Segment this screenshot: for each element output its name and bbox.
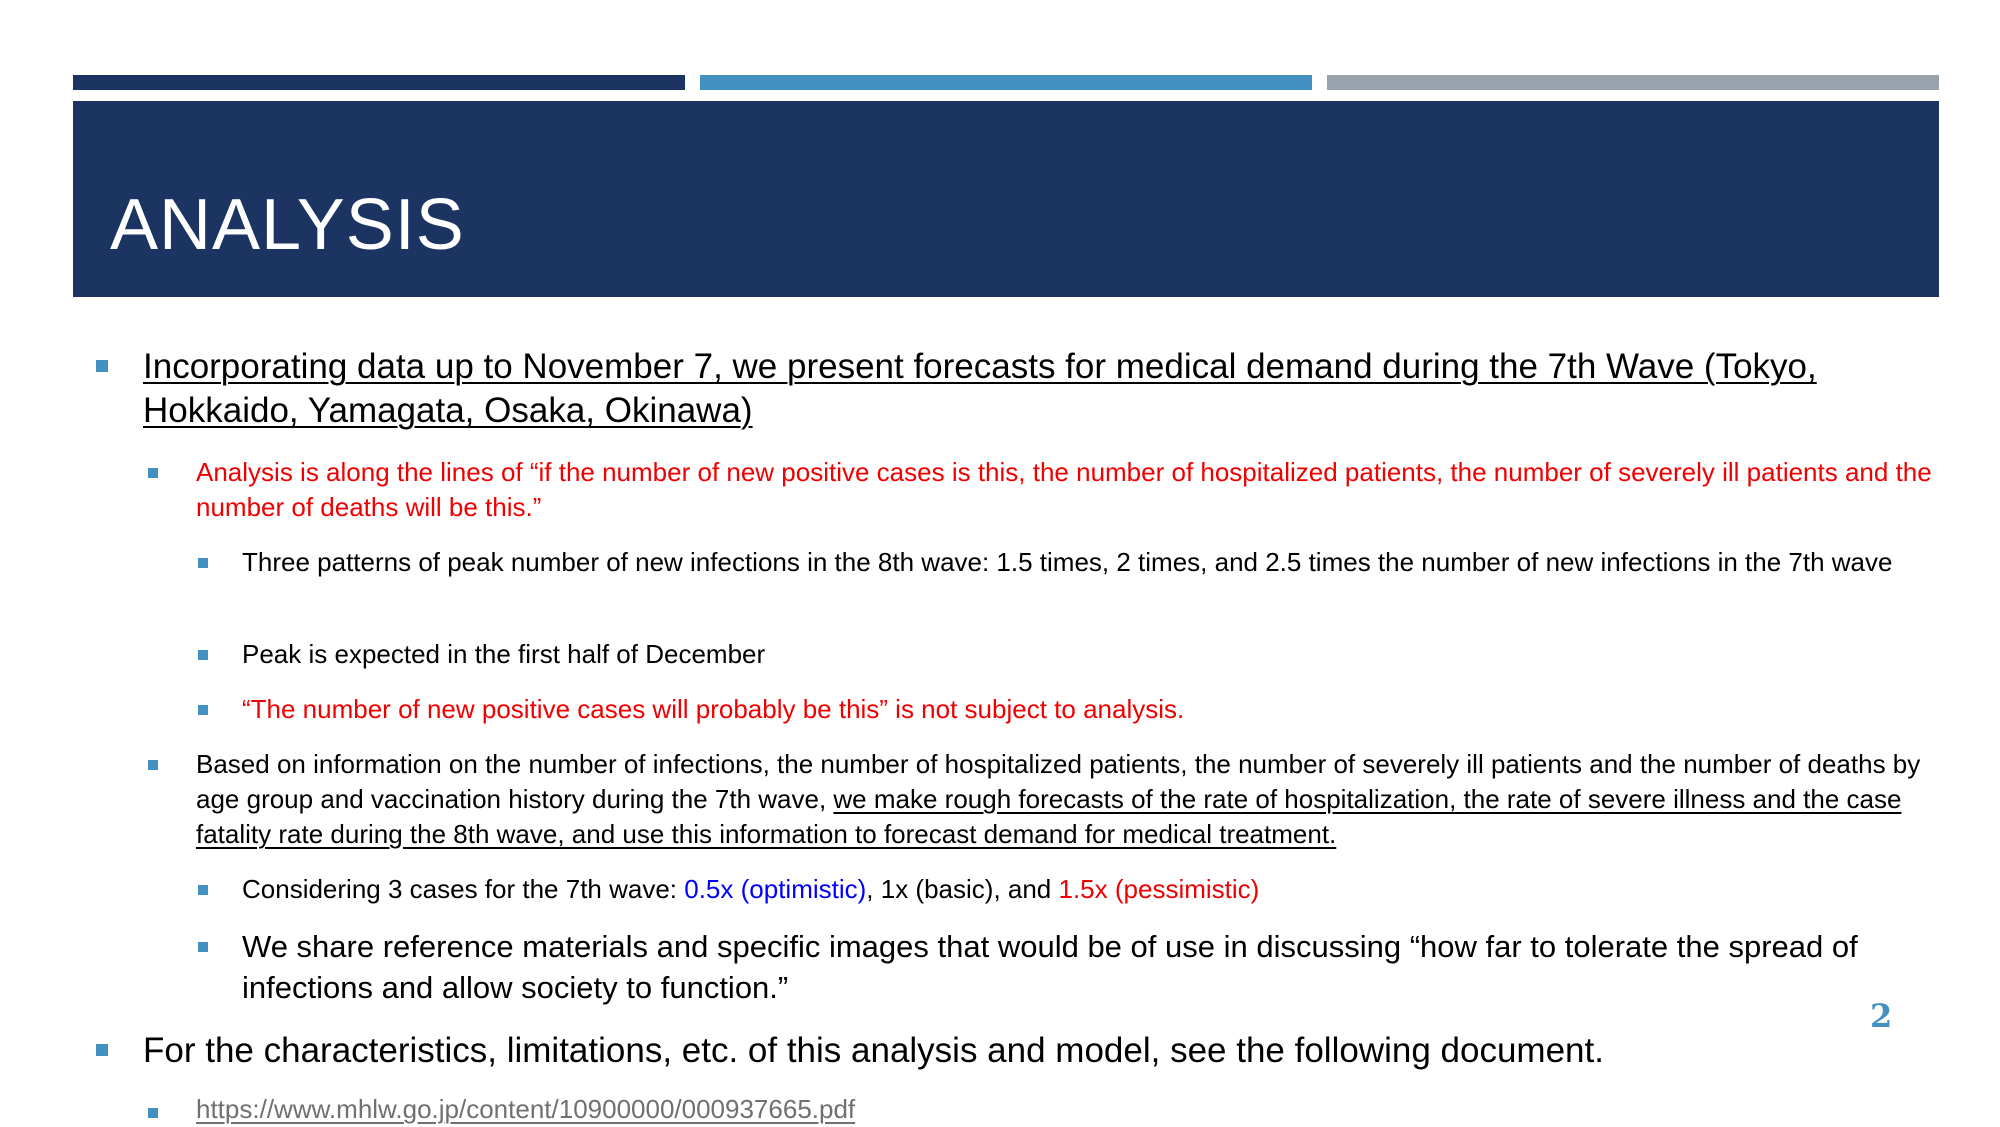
bullet-marker-icon [148,1108,158,1118]
accent-bar-blue [700,75,1312,90]
bullet-analysis-lines: Analysis is along the lines of “if the number of new positive cases is this, the number of hospitalized patients, the number of severely ill patients and the number of deaths will be this.” [196,457,1932,522]
bullet-based-on-information [196,747,1956,852]
bullet-characteristics: For the characteristics, limitations, etc. of this analysis and model, see the following document. [143,1031,1604,1070]
case-basic: , 1x (basic), and [866,874,1059,904]
case-optimistic: 0.5x (optimistic) [684,874,867,904]
bullet-marker-icon [96,360,108,372]
accent-bar-gray [1327,75,1939,90]
bullet-marker-icon [148,760,158,770]
page-number: 2 [1870,997,1893,1035]
bullet-marker-icon [198,705,208,715]
cases-prefix: Considering 3 cases for the 7th wave: [242,874,685,904]
bullet-marker-icon [148,468,158,478]
bullet-peak-expected: Peak is expected in the first half of December [242,639,766,669]
bullet-share-materials: We share reference materials and specific images that would be of use in discussing “how far to tolerate the spread of infections and allow society to function.” [242,929,1858,1005]
bullet-marker-icon [198,885,208,895]
bullet-marker-icon [198,650,208,660]
bullet-marker-icon [198,558,208,568]
bullet-three-patterns: Three patterns of peak number of new infections in the 8th wave: 1.5 times, 2 times, and 2.5 times the number of new infections in the 7th wave [242,547,1893,577]
case-pessimistic: 1.5x (pessimistic) [1058,874,1260,904]
bullet-considering-cases [242,872,1952,907]
bullet-not-subject: “The number of new positive cases will probably be this” is not subject to analysis. [242,694,1185,724]
bullet-marker-icon [96,1044,108,1056]
reference-link[interactable]: https://www.mhlw.go.jp/content/10900000/000937665.pdf [196,1094,856,1124]
title-band [73,101,1939,297]
based-on-info-text: Based on information on the number of infections, the number of hospitalized patients, the number of severely ill patients and the number of deaths by age group and vaccination history during the 7th wave, [196,749,1921,814]
bullet-incorporating-data: Incorporating data up to November 7, we present forecasts for medical demand during the 7th Wave (Tokyo, Hokkaido, Yamagata, Osaka, Okinawa) [143,347,1817,430]
based-on-info-underlined: we make rough forecasts of the rate of hospitalization, the rate of severe illness and the case fatality rate during the 8th wave, and use this information to forecast demand for medical treatment. [196,784,1902,849]
slide-title: ANALYSIS [110,185,465,265]
bullet-marker-icon [198,942,208,952]
accent-bar-navy [73,75,685,90]
